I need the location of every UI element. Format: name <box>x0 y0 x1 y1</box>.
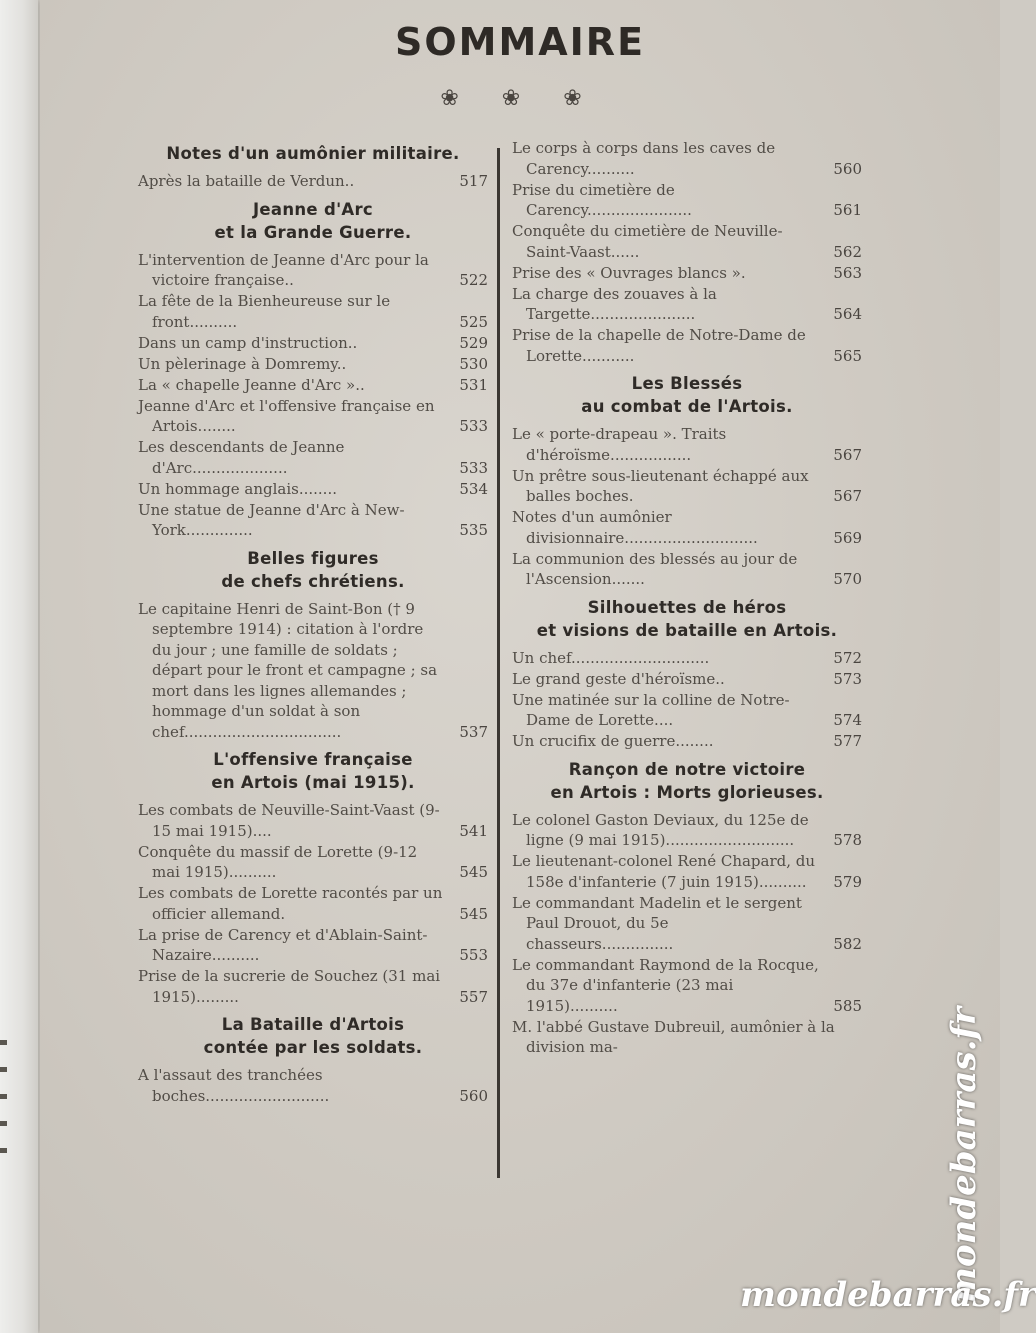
entry-page-number: 557 <box>459 987 488 1006</box>
section-heading: Rançon de notre victoire en Artois : Morts glorieuses. <box>550 759 824 802</box>
entry-page-number: 567 <box>833 487 862 505</box>
toc-entry <box>138 599 488 743</box>
entry-title: Prise de la chapelle de Notre-Dame de Lorette........... <box>512 326 806 365</box>
toc-entry <box>512 1017 862 1058</box>
entry-page-number: 529 <box>459 333 488 352</box>
toc-entry <box>512 424 862 465</box>
toc-section <box>138 748 488 1007</box>
entry-title: Un crucifix de guerre........ <box>512 732 714 750</box>
toc-section <box>138 1013 488 1106</box>
entry-title: Une matinée sur la colline de Notre-Dame de Lorette.... <box>512 690 790 729</box>
entry-page-number: 541 <box>459 821 488 840</box>
entry-page-number: 572 <box>833 648 862 667</box>
entry-page-number: 530 <box>459 354 488 373</box>
section-heading: L'offensive française en Artois (mai 1915). <box>211 750 415 792</box>
toc-entry <box>512 851 862 892</box>
entry-page-number: 522 <box>459 271 488 289</box>
toc-entry <box>138 883 488 924</box>
entry-title: Prise de la sucrerie de Souchez (31 mai 1915)......... <box>138 967 441 1006</box>
entry-page-number: 569 <box>833 528 862 547</box>
toc-entry <box>512 466 862 507</box>
entry-title: Le grand geste d'héroïsme.. <box>512 669 725 688</box>
entry-title: L'intervention de Jeanne d'Arc pour la victoire française.. <box>138 250 429 289</box>
entry-title: Le commandant Raymond de la Rocque, du 37e d'infanterie (23 mai 1915).......... <box>512 955 819 1015</box>
toc-entry <box>138 375 488 396</box>
section-heading: Belles figures de chefs chrétiens. <box>221 548 405 591</box>
entry-title: Un hommage anglais........ <box>138 479 337 498</box>
column-divider <box>497 148 500 1178</box>
entry-title: Le lieutenant-colonel René Chapard, du 158e d'infanterie (7 juin 1915).......... <box>512 852 816 891</box>
entry-page-number: 577 <box>833 732 862 750</box>
entry-title: Le « porte-drapeau ». Traits d'héroïsme................. <box>512 425 727 464</box>
entry-page-number: 535 <box>459 521 488 539</box>
entry-title: La prise de Carency et d'Ablain-Saint-Nazaire.......... <box>138 925 428 964</box>
ornament-row: ❀ ❀ ❀ <box>440 86 600 111</box>
page-title: SOMMAIRE <box>394 20 646 64</box>
toc-entry <box>512 549 862 590</box>
entry-title: M. l'abbé Gustave Dubreuil, aumônier à la division ma- <box>512 1017 835 1056</box>
entry-page-number: 560 <box>459 1086 488 1105</box>
entry-page-number: 553 <box>459 946 488 964</box>
entry-page-number: 573 <box>833 669 862 688</box>
entry-page-number: 565 <box>833 346 862 365</box>
toc-entry <box>138 250 488 291</box>
entry-title: Le capitaine Henri de Saint-Bon († 9 septembre 1914) : citation à l'ordre du jour ; une famille de soldats ; départ pour le front et campagne ; sa mort dans les lignes allemandes ; hommage d'un soldat à son chef................................. <box>138 599 438 741</box>
entry-page-number: 534 <box>459 479 488 498</box>
entry-title: Un prêtre sous-lieutenant échappé aux balles boches. <box>512 466 809 505</box>
toc-entry <box>512 325 862 366</box>
toc-entry <box>512 263 862 284</box>
toc-entry <box>512 669 862 690</box>
entry-page-number: 562 <box>833 242 862 261</box>
toc-entry <box>138 396 488 437</box>
toc-entry <box>512 180 862 221</box>
toc-entry <box>512 893 862 955</box>
page-edge-marks <box>0 1040 10 1175</box>
entry-page-number: 525 <box>459 312 488 331</box>
toc-entry <box>138 171 488 192</box>
entry-page-number: 574 <box>833 711 862 729</box>
toc-section <box>138 198 488 541</box>
entry-title: Jeanne d'Arc et l'offensive française en Artois........ <box>138 396 435 435</box>
entry-title: Une statue de Jeanne d'Arc à New-York.............. <box>138 500 405 539</box>
entry-title: Les descendants de Jeanne d'Arc.................... <box>138 438 345 477</box>
entry-title: Prise du cimetière de Carency...................... <box>512 180 692 219</box>
entry-page-number: 567 <box>833 445 862 464</box>
entry-title: Prise des « Ouvrages blancs ». <box>512 263 746 282</box>
toc-section <box>512 758 862 1058</box>
entry-title: A l'assaut des tranchées boches.......................... <box>138 1066 330 1105</box>
watermark-vertical: mondebarras.fr <box>944 1007 984 1303</box>
entry-title: Après la bataille de Verdun.. <box>138 172 355 190</box>
entry-title: Le colonel Gaston Deviaux, du 125e de ligne (9 mai 1915)........................... <box>512 810 809 849</box>
entry-page-number: 517 <box>459 172 488 190</box>
entry-title: Les combats de Neuville-Saint-Vaast (9-15 mai 1915).... <box>138 801 440 840</box>
toc-entry <box>138 925 488 966</box>
entry-title: Un pèlerinage à Domremy.. <box>138 354 347 373</box>
toc-entry <box>512 955 862 1017</box>
toc-entry <box>512 810 862 851</box>
toc-entry <box>512 690 862 731</box>
toc-entry <box>138 333 488 354</box>
toc-entry <box>138 437 488 478</box>
entry-title: La communion des blessés au jour de l'Ascension....... <box>512 549 798 588</box>
toc-section <box>138 142 488 192</box>
toc-entry <box>138 500 488 541</box>
entry-page-number: 533 <box>459 417 488 435</box>
entry-title: Le commandant Madelin et le sergent Paul Drouot, du 5e chasseurs............... <box>512 893 802 953</box>
toc-entry <box>512 138 862 179</box>
entry-page-number: 545 <box>459 904 488 923</box>
entry-page-number: 560 <box>833 159 862 178</box>
toc-entry <box>512 284 862 325</box>
entry-title: Un chef............................. <box>512 648 710 667</box>
entry-page-number: 570 <box>833 570 862 588</box>
toc-entry <box>138 291 488 332</box>
watermark-horizontal: mondebarras.fr <box>740 1275 1036 1315</box>
entry-title: Notes d'un aumônier divisionnaire............................ <box>512 508 758 547</box>
entry-title: Les combats de Lorette racontés par un officier allemand. <box>138 884 443 923</box>
section-heading: Jeanne d'Arc et la Grande Guerre. <box>214 199 412 242</box>
toc-entry <box>512 648 862 669</box>
entry-page-number: 531 <box>459 375 488 394</box>
entry-page-number: 533 <box>459 458 488 477</box>
toc-entry <box>138 966 488 1007</box>
entry-page-number: 537 <box>459 722 488 741</box>
entry-page-number: 579 <box>833 872 862 891</box>
toc-right-column <box>512 138 862 1064</box>
toc-entry <box>512 221 862 262</box>
toc-entry <box>138 800 488 841</box>
adjacent-page-edge <box>0 0 38 1333</box>
section-heading: Notes d'un aumônier militaire. <box>166 144 460 163</box>
toc-section <box>512 596 862 752</box>
toc-section <box>512 138 862 366</box>
toc-entry <box>138 1065 488 1106</box>
document-page <box>40 0 1000 1333</box>
section-heading: Les Blessés au combat de l'Artois. <box>581 374 793 416</box>
entry-page-number: 582 <box>833 934 862 953</box>
toc-entry <box>138 479 488 500</box>
entry-page-number: 585 <box>833 996 862 1015</box>
entry-title: La fête de la Bienheureuse sur le front.......... <box>138 292 391 331</box>
toc-entry <box>138 842 488 883</box>
entry-page-number: 563 <box>833 263 862 282</box>
toc-left-column <box>138 138 488 1112</box>
entry-page-number: 545 <box>459 863 488 881</box>
entry-title: Conquête du cimetière de Neuville-Saint-Vaast...... <box>512 222 783 261</box>
entry-page-number: 564 <box>833 305 862 323</box>
entry-title: Le corps à corps dans les caves de Carency.......... <box>512 139 776 178</box>
toc-section <box>512 372 862 590</box>
section-heading: Silhouettes de héros et visions de bataille en Artois. <box>536 597 838 640</box>
entry-title: Dans un camp d'instruction.. <box>138 333 358 352</box>
toc-entry <box>512 731 862 752</box>
toc-section <box>138 547 488 743</box>
entry-page-number: 578 <box>833 831 862 849</box>
toc-entry <box>138 354 488 375</box>
entry-page-number: 561 <box>833 201 862 219</box>
entry-title: Conquête du massif de Lorette (9-12 mai 1915).......... <box>138 842 418 881</box>
section-heading: La Bataille d'Artois contée par les soldats. <box>203 1015 423 1057</box>
entry-title: La « chapelle Jeanne d'Arc ».. <box>138 375 365 394</box>
toc-entry <box>512 507 862 548</box>
entry-title: La charge des zouaves à la Targette...................... <box>512 284 717 323</box>
